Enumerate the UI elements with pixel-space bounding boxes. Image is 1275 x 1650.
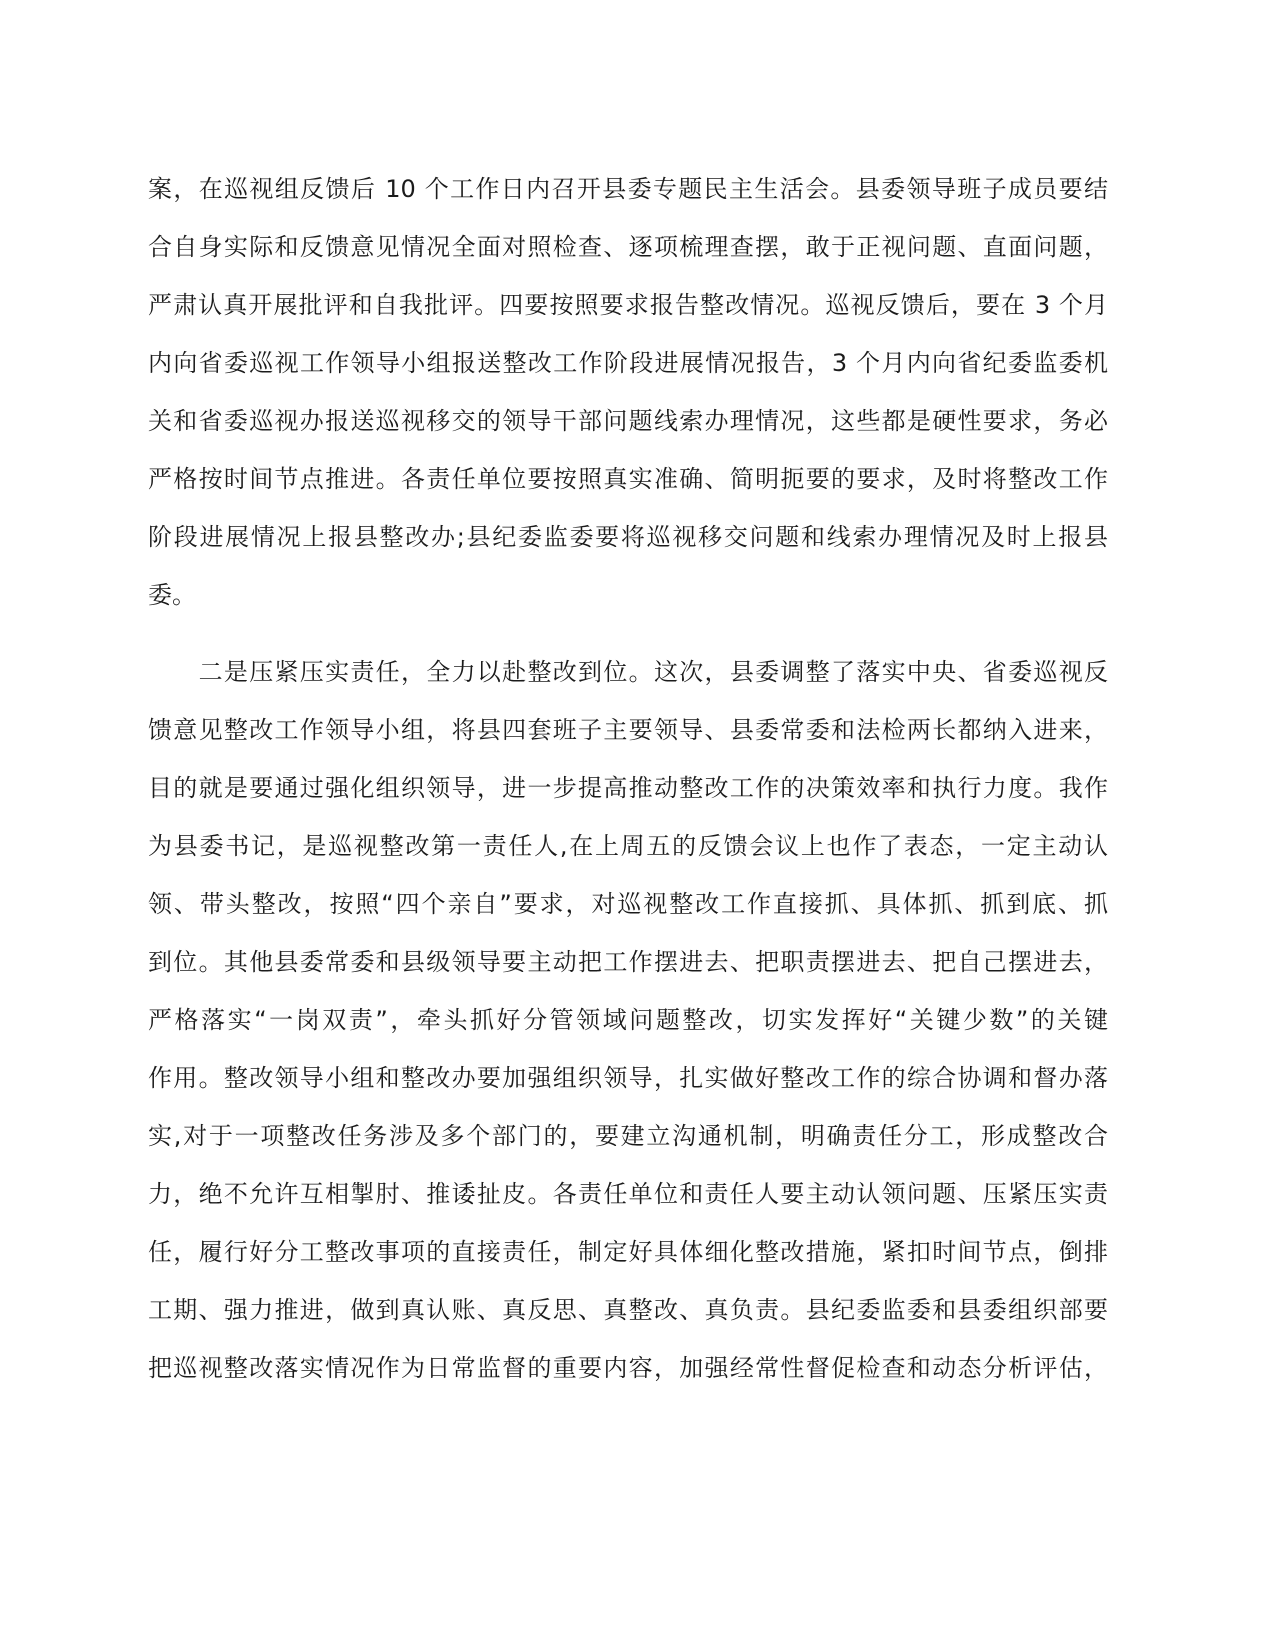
paragraph-2 — [148, 643, 1108, 1397]
text-line: 严格按时间节点推进。各责任单位要按照真实准确、简明扼要的要求，及时将整改工作 — [148, 465, 1108, 493]
paragraph-gap — [148, 624, 1108, 643]
text-line: 实,对于一项整改任务涉及多个部门的，要建立沟通机制，明确责任分工，形成整改合 — [148, 1122, 1108, 1150]
text-line: 工期、强力推进，做到真认账、真反思、真整改、真负责。县纪委监委和县委组织部要 — [148, 1296, 1108, 1324]
text-line: 领、带头整改，按照“四个亲自”要求，对巡视整改工作直接抓、具体抓、抓到底、抓 — [148, 890, 1108, 918]
text-line: 阶段进展情况上报县整改办;县纪委监委要将巡视移交问题和线索办理情况及时上报县 — [148, 523, 1108, 551]
paragraph-1 — [148, 160, 1108, 624]
text-line: 严格落实“一岗双责”，牵头抓好分管领域问题整改，切实发挥好“关键少数”的关键 — [148, 1006, 1108, 1034]
text-line: 合自身实际和反馈意见情况全面对照检查、逐项梳理查摆，敢于正视问题、直面问题， — [148, 233, 1108, 261]
text-line: 作用。整改领导小组和整改办要加强组织领导，扎实做好整改工作的综合协调和督办落 — [148, 1064, 1108, 1092]
document-body — [148, 160, 1108, 1397]
text-line: 馈意见整改工作领导小组，将县四套班子主要领导、县委常委和法检两长都纳入进来， — [148, 716, 1108, 744]
text-line: 严肃认真开展批评和自我批评。四要按照要求报告整改情况。巡视反馈后，要在 3 个月 — [148, 291, 1108, 319]
text-line: 力，绝不允许互相掣肘、推诿扯皮。各责任单位和责任人要主动认领问题、压紧压实责 — [148, 1180, 1108, 1208]
text-line: 关和省委巡视办报送巡视移交的领导干部问题线索办理情况，这些都是硬性要求，务必 — [148, 407, 1108, 435]
text-line: 目的就是要通过强化组织领导，进一步提高推动整改工作的决策效率和执行力度。我作 — [148, 774, 1108, 802]
text-line: 把巡视整改落实情况作为日常监督的重要内容，加强经常性督促检查和动态分析评估， — [148, 1354, 1108, 1382]
text-line: 为县委书记，是巡视整改第一责任人,在上周五的反馈会议上也作了表态，一定主动认 — [148, 832, 1108, 860]
text-line: 案，在巡视组反馈后 10 个工作日内召开县委专题民主生活会。县委领导班子成员要结 — [148, 175, 1108, 203]
text-line: 内向省委巡视工作领导小组报送整改工作阶段进展情况报告，3 个月内向省纪委监委机 — [148, 349, 1108, 377]
text-line: 任，履行好分工整改事项的直接责任，制定好具体细化整改措施，紧扣时间节点，倒排 — [148, 1238, 1108, 1266]
text-line: 到位。其他县委常委和县级领导要主动把工作摆进去、把职责摆进去、把自己摆进去， — [148, 948, 1108, 976]
text-line: 二是压紧压实责任，全力以赴整改到位。这次，县委调整了落实中央、省委巡视反 — [148, 658, 1108, 686]
text-line: 委。 — [148, 581, 196, 609]
